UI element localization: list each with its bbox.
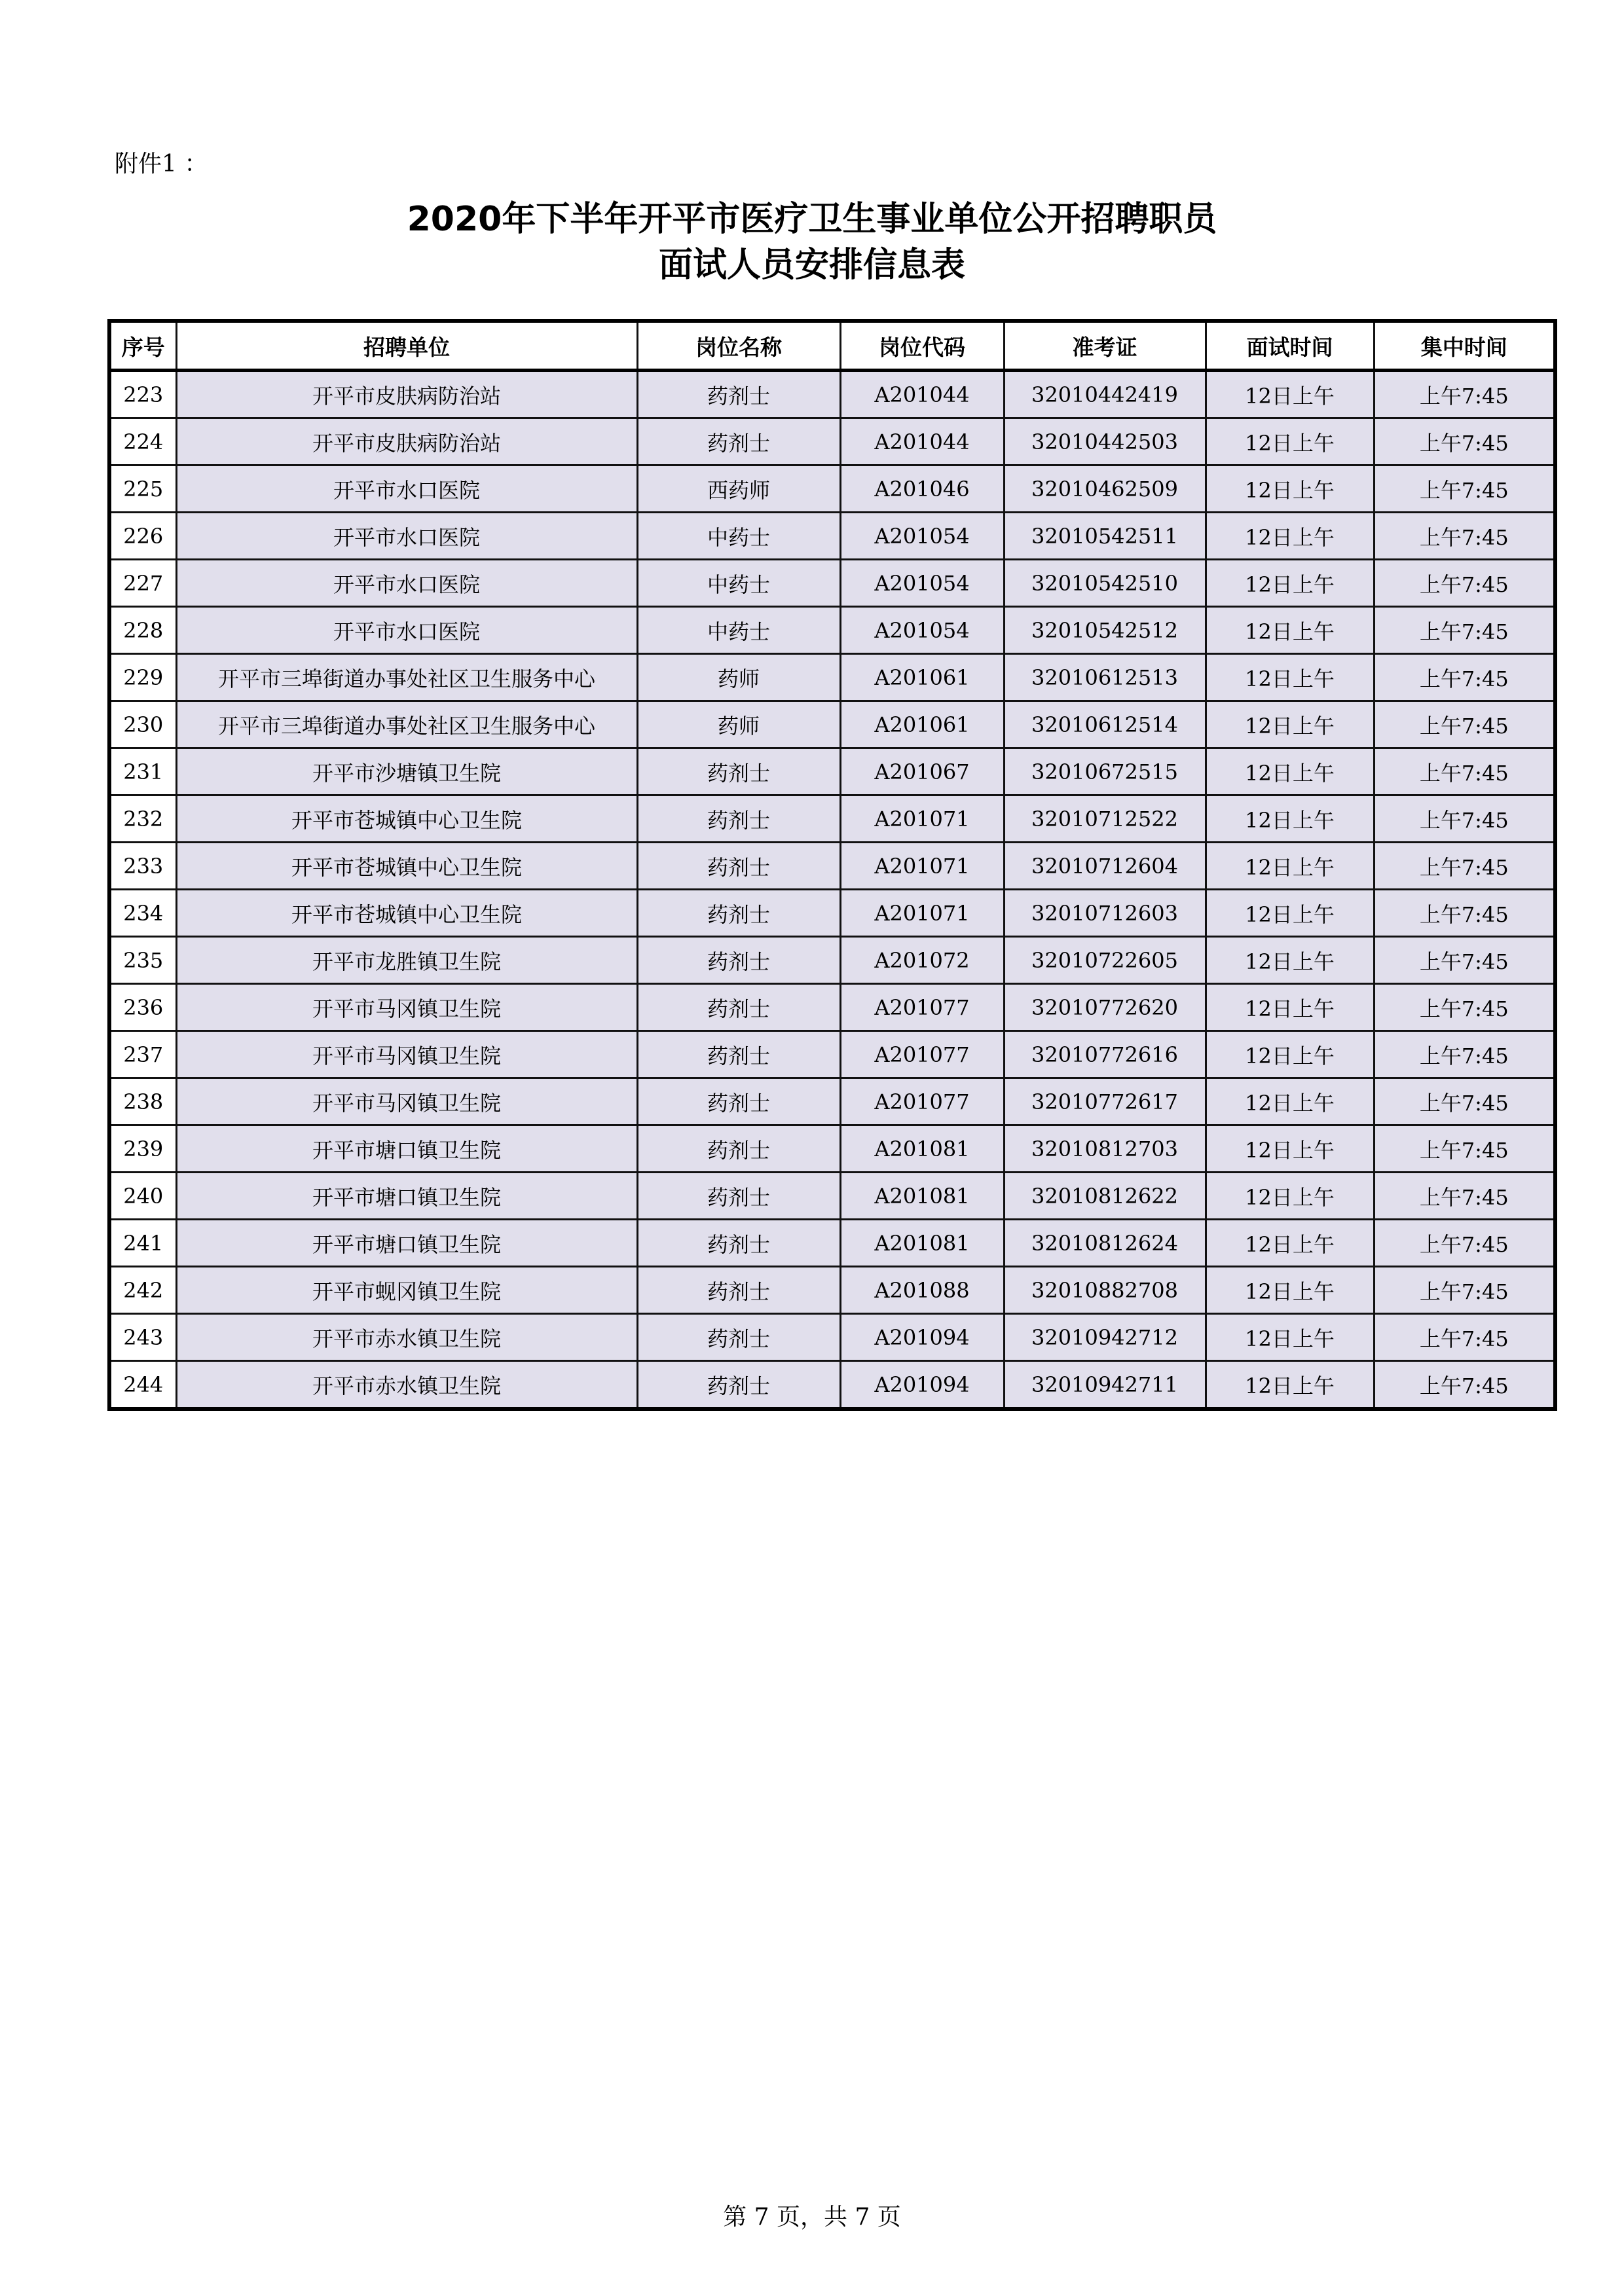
cell-gather-time: 上午7:45 <box>1374 607 1555 654</box>
cell-gather-time: 上午7:45 <box>1374 418 1555 465</box>
table-row <box>109 1361 1555 1410</box>
cell-exam-number: 32010442503 <box>1004 418 1206 465</box>
table-row <box>109 1031 1555 1078</box>
cell-post-name: 中药士 <box>637 607 840 654</box>
cell-seq: 235 <box>109 937 176 984</box>
cell-exam-number: 32010442419 <box>1004 371 1206 418</box>
cell-gather-time: 上午7:45 <box>1374 890 1555 937</box>
cell-unit: 开平市水口医院 <box>176 607 637 654</box>
cell-post-name: 药剂士 <box>637 1125 840 1173</box>
cell-exam-number: 32010942712 <box>1004 1314 1206 1361</box>
cell-unit: 开平市水口医院 <box>176 513 637 560</box>
table-row <box>109 984 1555 1031</box>
cell-gather-time: 上午7:45 <box>1374 843 1555 890</box>
cell-interview-time: 12日上午 <box>1206 1173 1374 1220</box>
cell-unit: 开平市蚬冈镇卫生院 <box>176 1267 637 1314</box>
header-post-code: 岗位代码 <box>840 321 1004 371</box>
table-row <box>109 654 1555 701</box>
cell-post-code: A201088 <box>840 1267 1004 1314</box>
cell-interview-time: 12日上午 <box>1206 465 1374 513</box>
cell-post-name: 药剂士 <box>637 1173 840 1220</box>
cell-seq: 231 <box>109 748 176 795</box>
table-row <box>109 465 1555 513</box>
cell-unit: 开平市马冈镇卫生院 <box>176 1031 637 1078</box>
cell-gather-time: 上午7:45 <box>1374 1314 1555 1361</box>
cell-unit: 开平市塘口镇卫生院 <box>176 1173 637 1220</box>
cell-interview-time: 12日上午 <box>1206 748 1374 795</box>
cell-post-name: 药剂士 <box>637 1314 840 1361</box>
cell-interview-time: 12日上午 <box>1206 795 1374 843</box>
cell-seq: 225 <box>109 465 176 513</box>
table-row <box>109 748 1555 795</box>
cell-gather-time: 上午7:45 <box>1374 371 1555 418</box>
cell-seq: 223 <box>109 371 176 418</box>
cell-post-name: 药剂士 <box>637 1031 840 1078</box>
cell-seq: 240 <box>109 1173 176 1220</box>
cell-unit: 开平市三埠街道办事处社区卫生服务中心 <box>176 701 637 748</box>
cell-post-code: A201094 <box>840 1314 1004 1361</box>
table-row <box>109 890 1555 937</box>
cell-post-code: A201054 <box>840 560 1004 607</box>
page-footer: 第 7 页，共 7 页 <box>723 2204 901 2231</box>
cell-post-name: 药剂士 <box>637 1220 840 1267</box>
cell-unit: 开平市赤水镇卫生院 <box>176 1314 637 1361</box>
table-row <box>109 937 1555 984</box>
cell-unit: 开平市三埠街道办事处社区卫生服务中心 <box>176 654 637 701</box>
cell-gather-time: 上午7:45 <box>1374 513 1555 560</box>
table-row <box>109 560 1555 607</box>
cell-exam-number: 32010612514 <box>1004 701 1206 748</box>
cell-interview-time: 12日上午 <box>1206 607 1374 654</box>
cell-post-code: A201077 <box>840 1078 1004 1125</box>
cell-post-name: 药剂士 <box>637 418 840 465</box>
cell-post-code: A201061 <box>840 654 1004 701</box>
cell-gather-time: 上午7:45 <box>1374 465 1555 513</box>
cell-interview-time: 12日上午 <box>1206 418 1374 465</box>
cell-interview-time: 12日上午 <box>1206 890 1374 937</box>
cell-post-name: 中药士 <box>637 513 840 560</box>
cell-exam-number: 32010772620 <box>1004 984 1206 1031</box>
cell-interview-time: 12日上午 <box>1206 1361 1374 1410</box>
cell-post-code: A201081 <box>840 1220 1004 1267</box>
cell-post-code: A201071 <box>840 890 1004 937</box>
cell-interview-time: 12日上午 <box>1206 513 1374 560</box>
cell-exam-number: 32010612513 <box>1004 654 1206 701</box>
cell-post-code: A201081 <box>840 1173 1004 1220</box>
cell-post-code: A201044 <box>840 371 1004 418</box>
cell-interview-time: 12日上午 <box>1206 1314 1374 1361</box>
cell-post-code: A201054 <box>840 513 1004 560</box>
cell-gather-time: 上午7:45 <box>1374 1125 1555 1173</box>
cell-interview-time: 12日上午 <box>1206 701 1374 748</box>
cell-gather-time: 上午7:45 <box>1374 701 1555 748</box>
header-post-name: 岗位名称 <box>637 321 840 371</box>
cell-seq: 244 <box>109 1361 176 1410</box>
cell-exam-number: 32010812703 <box>1004 1125 1206 1173</box>
cell-interview-time: 12日上午 <box>1206 984 1374 1031</box>
cell-post-name: 药剂士 <box>637 890 840 937</box>
cell-post-name: 药师 <box>637 654 840 701</box>
cell-gather-time: 上午7:45 <box>1374 1267 1555 1314</box>
table-row <box>109 1267 1555 1314</box>
cell-seq: 241 <box>109 1220 176 1267</box>
cell-post-name: 中药士 <box>637 560 840 607</box>
cell-exam-number: 32010772617 <box>1004 1078 1206 1125</box>
cell-exam-number: 32010712603 <box>1004 890 1206 937</box>
cell-exam-number: 32010542510 <box>1004 560 1206 607</box>
cell-seq: 238 <box>109 1078 176 1125</box>
cell-exam-number: 32010462509 <box>1004 465 1206 513</box>
cell-seq: 228 <box>109 607 176 654</box>
cell-seq: 232 <box>109 795 176 843</box>
cell-gather-time: 上午7:45 <box>1374 1173 1555 1220</box>
cell-post-code: A201044 <box>840 418 1004 465</box>
cell-gather-time: 上午7:45 <box>1374 748 1555 795</box>
cell-interview-time: 12日上午 <box>1206 1078 1374 1125</box>
table-row <box>109 1220 1555 1267</box>
cell-exam-number: 32010712522 <box>1004 795 1206 843</box>
cell-post-code: A201072 <box>840 937 1004 984</box>
cell-gather-time: 上午7:45 <box>1374 984 1555 1031</box>
cell-exam-number: 32010942711 <box>1004 1361 1206 1410</box>
cell-seq: 227 <box>109 560 176 607</box>
table-row <box>109 1078 1555 1125</box>
cell-gather-time: 上午7:45 <box>1374 1361 1555 1410</box>
table-row <box>109 1314 1555 1361</box>
cell-gather-time: 上午7:45 <box>1374 1078 1555 1125</box>
cell-unit: 开平市马冈镇卫生院 <box>176 1078 637 1125</box>
table-row <box>109 607 1555 654</box>
cell-gather-time: 上午7:45 <box>1374 560 1555 607</box>
table-row <box>109 701 1555 748</box>
cell-post-code: A201046 <box>840 465 1004 513</box>
cell-unit: 开平市水口医院 <box>176 465 637 513</box>
table-row <box>109 1173 1555 1220</box>
cell-post-name: 药师 <box>637 701 840 748</box>
cell-post-code: A201071 <box>840 795 1004 843</box>
cell-interview-time: 12日上午 <box>1206 654 1374 701</box>
cell-unit: 开平市塘口镇卫生院 <box>176 1125 637 1173</box>
cell-unit: 开平市龙胜镇卫生院 <box>176 937 637 984</box>
header-seq: 序号 <box>109 321 176 371</box>
cell-post-name: 药剂士 <box>637 1267 840 1314</box>
table-row <box>109 371 1555 418</box>
cell-unit: 开平市塘口镇卫生院 <box>176 1220 637 1267</box>
table-row <box>109 513 1555 560</box>
cell-exam-number: 32010712604 <box>1004 843 1206 890</box>
cell-exam-number: 32010672515 <box>1004 748 1206 795</box>
table-row <box>109 1125 1555 1173</box>
cell-interview-time: 12日上午 <box>1206 1031 1374 1078</box>
table-header-row <box>109 321 1555 371</box>
header-interview-time: 面试时间 <box>1206 321 1374 371</box>
cell-exam-number: 32010812622 <box>1004 1173 1206 1220</box>
cell-seq: 243 <box>109 1314 176 1361</box>
cell-post-name: 药剂士 <box>637 937 840 984</box>
cell-post-code: A201077 <box>840 984 1004 1031</box>
cell-seq: 239 <box>109 1125 176 1173</box>
header-unit: 招聘单位 <box>176 321 637 371</box>
cell-gather-time: 上午7:45 <box>1374 654 1555 701</box>
cell-post-name: 药剂士 <box>637 795 840 843</box>
cell-unit: 开平市皮肤病防治站 <box>176 418 637 465</box>
cell-unit: 开平市赤水镇卫生院 <box>176 1361 637 1410</box>
cell-seq: 236 <box>109 984 176 1031</box>
cell-post-code: A201094 <box>840 1361 1004 1410</box>
cell-post-code: A201081 <box>840 1125 1004 1173</box>
cell-interview-time: 12日上午 <box>1206 937 1374 984</box>
cell-exam-number: 32010812624 <box>1004 1220 1206 1267</box>
table-row <box>109 418 1555 465</box>
cell-seq: 233 <box>109 843 176 890</box>
cell-unit: 开平市马冈镇卫生院 <box>176 984 637 1031</box>
cell-post-name: 药剂士 <box>637 748 840 795</box>
cell-unit: 开平市沙塘镇卫生院 <box>176 748 637 795</box>
cell-interview-time: 12日上午 <box>1206 1220 1374 1267</box>
cell-post-name: 药剂士 <box>637 843 840 890</box>
cell-seq: 237 <box>109 1031 176 1078</box>
page-subtitle: 面试人员安排信息表 <box>658 246 965 285</box>
cell-post-code: A201077 <box>840 1031 1004 1078</box>
cell-gather-time: 上午7:45 <box>1374 1220 1555 1267</box>
cell-interview-time: 12日上午 <box>1206 1267 1374 1314</box>
cell-unit: 开平市皮肤病防治站 <box>176 371 637 418</box>
cell-seq: 234 <box>109 890 176 937</box>
header-gather-time: 集中时间 <box>1374 321 1555 371</box>
cell-unit: 开平市苍城镇中心卫生院 <box>176 890 637 937</box>
interview-schedule-table <box>107 319 1557 1411</box>
cell-post-name: 药剂士 <box>637 1361 840 1410</box>
cell-seq: 230 <box>109 701 176 748</box>
cell-unit: 开平市苍城镇中心卫生院 <box>176 795 637 843</box>
cell-post-name: 药剂士 <box>637 1078 840 1125</box>
cell-exam-number: 32010722605 <box>1004 937 1206 984</box>
cell-interview-time: 12日上午 <box>1206 560 1374 607</box>
cell-gather-time: 上午7:45 <box>1374 795 1555 843</box>
table-row <box>109 843 1555 890</box>
cell-post-code: A201054 <box>840 607 1004 654</box>
page-title: 2020年下半年开平市医疗卫生事业单位公开招聘职员 <box>407 200 1217 239</box>
cell-seq: 226 <box>109 513 176 560</box>
cell-post-name: 药剂士 <box>637 371 840 418</box>
cell-gather-time: 上午7:45 <box>1374 937 1555 984</box>
cell-interview-time: 12日上午 <box>1206 371 1374 418</box>
cell-post-name: 西药师 <box>637 465 840 513</box>
cell-exam-number: 32010882708 <box>1004 1267 1206 1314</box>
cell-post-code: A201067 <box>840 748 1004 795</box>
cell-exam-number: 32010772616 <box>1004 1031 1206 1078</box>
header-exam-number: 准考证 <box>1004 321 1206 371</box>
cell-seq: 229 <box>109 654 176 701</box>
cell-gather-time: 上午7:45 <box>1374 1031 1555 1078</box>
table-row <box>109 795 1555 843</box>
cell-unit: 开平市苍城镇中心卫生院 <box>176 843 637 890</box>
cell-post-code: A201061 <box>840 701 1004 748</box>
cell-seq: 242 <box>109 1267 176 1314</box>
cell-exam-number: 32010542511 <box>1004 513 1206 560</box>
cell-post-code: A201071 <box>840 843 1004 890</box>
attachment-label: 附件1 ： <box>115 151 208 177</box>
cell-seq: 224 <box>109 418 176 465</box>
cell-interview-time: 12日上午 <box>1206 1125 1374 1173</box>
cell-post-name: 药剂士 <box>637 984 840 1031</box>
cell-exam-number: 32010542512 <box>1004 607 1206 654</box>
cell-unit: 开平市水口医院 <box>176 560 637 607</box>
cell-interview-time: 12日上午 <box>1206 843 1374 890</box>
